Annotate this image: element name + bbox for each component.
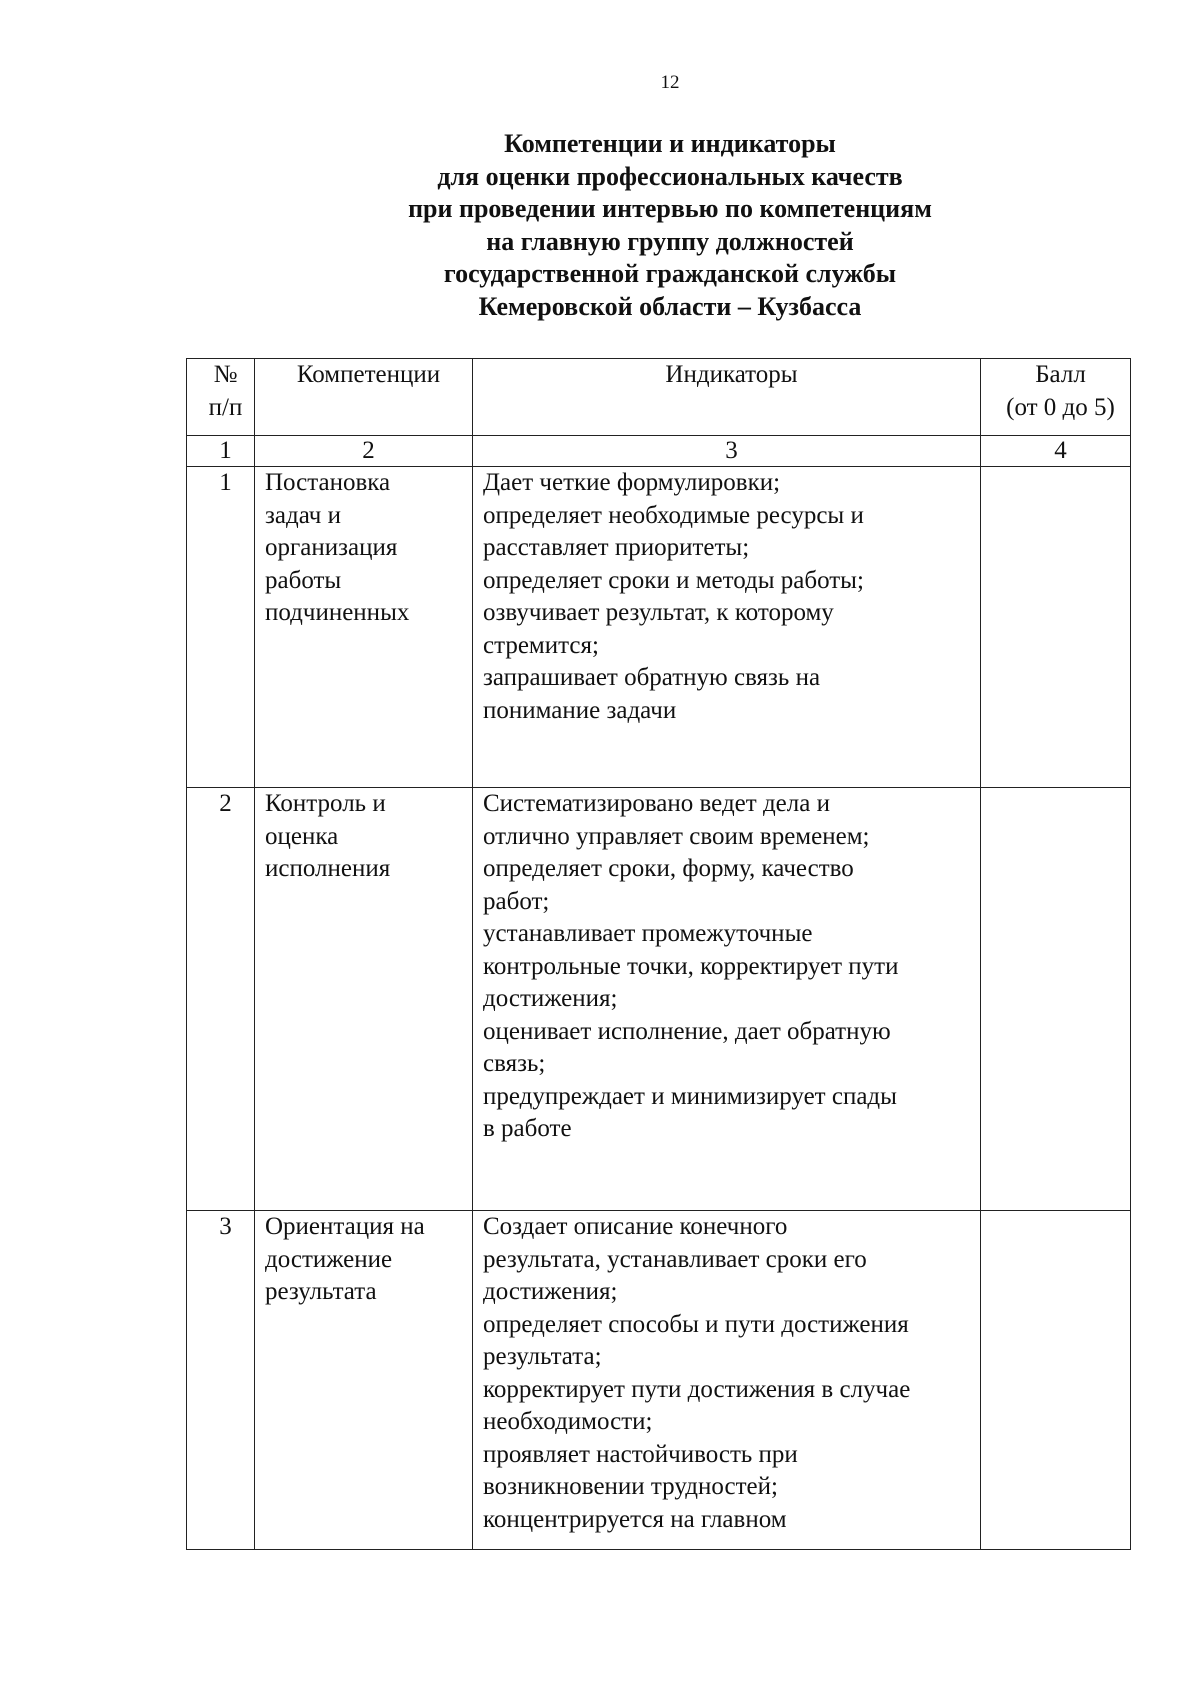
row-number: 3 — [187, 1211, 255, 1550]
title-line: для оценки профессиональных качеств — [437, 161, 903, 191]
column-number: 3 — [473, 436, 981, 467]
column-number: 1 — [187, 436, 255, 467]
text-line: результата; — [483, 1343, 602, 1370]
header-score: Балл (от 0 до 5) — [981, 359, 1131, 436]
text-line: результата — [265, 1278, 377, 1305]
text-line: Постановка — [265, 469, 391, 496]
competence-name — [255, 1211, 473, 1550]
column-number: 4 — [981, 436, 1131, 467]
table-row — [187, 467, 1131, 788]
text-line: Ориентация на — [265, 1213, 425, 1240]
text-line: Дает четкие формулировки; — [483, 469, 781, 496]
title-line: Кемеровской области – Кузбасса — [478, 291, 862, 321]
text-line: определяет способы и пути достижения — [483, 1310, 909, 1338]
competence-name — [255, 467, 473, 788]
text-line: оценка — [265, 822, 339, 850]
title-line: при проведении интервью по компетенциям — [408, 194, 932, 223]
text-line: отлично управляет своим временем; — [483, 822, 870, 850]
text-line: Контроль и — [265, 790, 386, 817]
table-row — [187, 1211, 1131, 1550]
document-title — [0, 128, 1200, 323]
text-line: достижения; — [483, 985, 618, 1012]
text-line: концентрируется на главном — [483, 1505, 787, 1533]
indicators-list — [473, 788, 981, 1211]
page-number: 12 — [660, 72, 680, 93]
text-line: предупреждает и минимизирует спады — [483, 1082, 897, 1110]
title-line: на главную группу должностей — [486, 226, 854, 256]
text-line: стремится; — [483, 631, 599, 659]
score-cell[interactable] — [981, 1211, 1131, 1550]
title-line: Компетенции и индикаторы — [504, 129, 836, 158]
text-line: задач и — [265, 501, 341, 529]
text-line: результата, устанавливает сроки его — [483, 1245, 867, 1273]
text-line: корректирует пути достижения в случае — [483, 1375, 911, 1403]
text-line: запрашивает обратную связь на — [483, 664, 821, 691]
score-cell[interactable] — [981, 467, 1131, 788]
title-line: государственной гражданской службы — [443, 259, 897, 288]
text-line: достижение — [265, 1245, 393, 1273]
text-line: Создает описание конечного — [483, 1213, 788, 1240]
column-numbers-row — [187, 436, 1131, 467]
text-line: Систематизировано ведет дела и — [483, 790, 830, 817]
text-line: расставляет приоритеты; — [483, 534, 750, 561]
indicators-list — [473, 1211, 981, 1550]
competence-name — [255, 788, 473, 1211]
header-num: № п/п — [187, 359, 255, 436]
row-number: 1 — [187, 467, 255, 788]
column-number: 2 — [255, 436, 473, 467]
text-line: оценивает исполнение, дает обратную — [483, 1017, 891, 1045]
text-line: работы — [265, 566, 342, 594]
indicators-list — [473, 467, 981, 788]
text-line: связь; — [483, 1050, 546, 1077]
text-line: работ; — [483, 887, 550, 915]
table-header-row — [187, 359, 1131, 436]
text-line: в работе — [483, 1115, 572, 1142]
text-line: контрольные точки, корректирует пути — [483, 952, 899, 980]
text-line: исполнения — [265, 855, 391, 882]
text-line: озвучивает результат, к которому — [483, 599, 834, 626]
text-line: организация — [265, 534, 398, 561]
header-competence: Компетенции — [255, 359, 473, 436]
text-line: проявляет настойчивость при — [483, 1440, 798, 1468]
text-line: устанавливает промежуточные — [483, 920, 813, 947]
table-row — [187, 788, 1131, 1211]
text-line: возникновении трудностей; — [483, 1473, 778, 1500]
header-indicators: Индикаторы — [473, 359, 981, 436]
competencies-table — [186, 358, 1131, 1550]
text-line: подчиненных — [265, 599, 410, 626]
row-number: 2 — [187, 788, 255, 1211]
text-line: определяет сроки, форму, качество — [483, 855, 854, 882]
text-line: понимание задачи — [483, 696, 677, 724]
text-line: определяет необходимые ресурсы и — [483, 501, 864, 529]
text-line: достижения; — [483, 1278, 618, 1305]
text-line: необходимости; — [483, 1408, 653, 1435]
score-cell[interactable] — [981, 788, 1131, 1211]
text-line: определяет сроки и методы работы; — [483, 566, 864, 594]
